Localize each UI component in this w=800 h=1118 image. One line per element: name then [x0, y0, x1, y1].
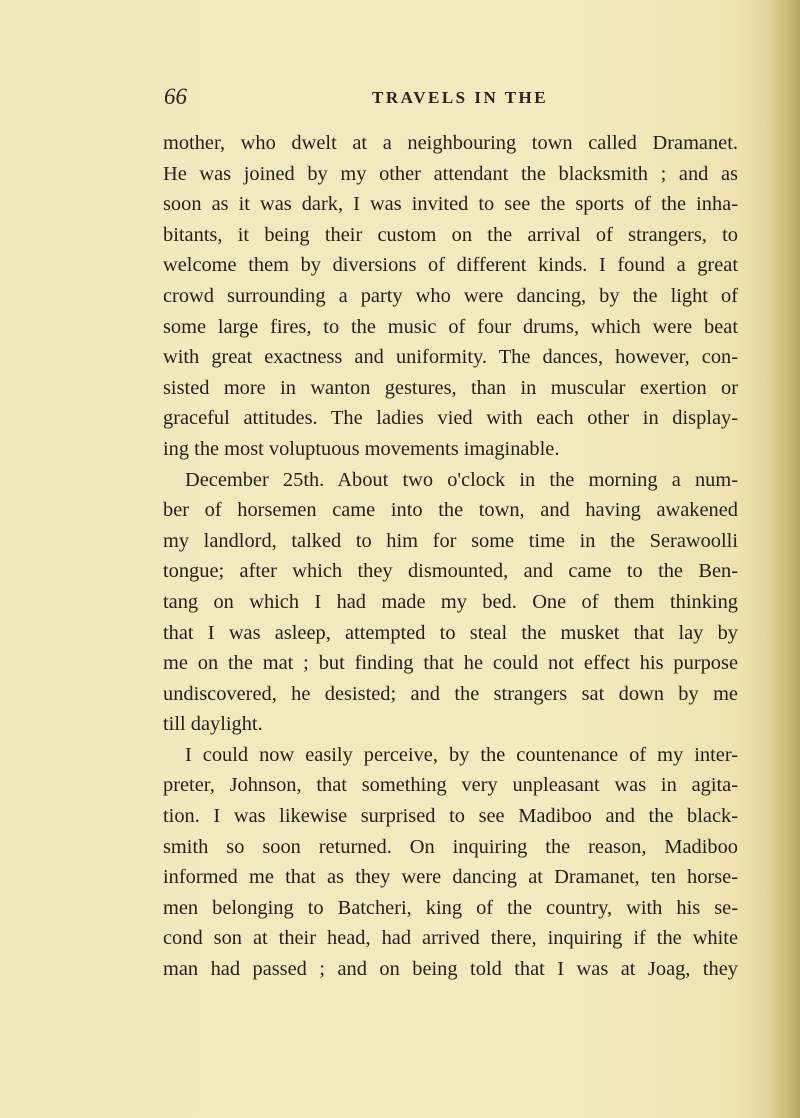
- text-line: December 25th. About two o'clock in the morning a num-: [185, 468, 738, 491]
- page-edge-shadow: [766, 0, 800, 1118]
- page-header: [160, 84, 760, 114]
- text-line: preter, Johnson, that something very unpleasant was in agita-: [163, 774, 738, 797]
- text-line: with great exactness and uniformity. The dances, however, con-: [163, 346, 738, 369]
- page-number: 66: [164, 84, 187, 109]
- text-line: smith so soon returned. On inquiring the reason, Madiboo: [163, 835, 738, 858]
- text-line: sisted more in wanton gestures, than in muscular exertion or: [163, 376, 738, 399]
- text-line: man had passed ; and on being told that I was at Joag, they: [163, 958, 738, 981]
- text-line: men belonging to Batcheri, king of the country, with his se-: [163, 896, 738, 919]
- text-line: undiscovered, he desisted; and the strangers sat down by me: [163, 682, 738, 705]
- text-line: informed me that as they were dancing at Dramanet, ten horse-: [163, 866, 738, 889]
- text-line: till daylight.: [163, 713, 263, 736]
- text-line: my landlord, talked to him for some time in the Serawoolli: [163, 529, 738, 552]
- running-head: TRAVELS IN THE: [372, 88, 549, 107]
- text-line: ber of horsemen came into the town, and having awakened: [163, 499, 738, 522]
- text-line: mother, who dwelt at a neighbouring town called Dramanet.: [163, 132, 738, 154]
- text-line: me on the mat ; but finding that he could not effect his purpose: [163, 652, 738, 675]
- text-line: some large fires, to the music of four drums, which were beat: [163, 315, 738, 338]
- text-line: tion. I was likewise surprised to see Madiboo and the black-: [163, 805, 738, 828]
- text-line: ing the most voluptuous movements imaginable.: [163, 437, 560, 460]
- text-line: that I was asleep, attempted to steal the musket that lay by: [163, 621, 738, 644]
- text-line: I could now easily perceive, by the countenance of my inter-: [185, 743, 738, 766]
- text-line: cond son at their head, had arrived there, inquiring if the white: [163, 927, 738, 950]
- body-text: [163, 128, 738, 985]
- text-line: tongue; after which they dismounted, and came to the Ben-: [163, 560, 738, 583]
- text-line: soon as it was dark, I was invited to see the sports of the inha-: [163, 193, 738, 216]
- text-line: graceful attitudes. The ladies vied with each other in display-: [163, 407, 738, 430]
- text-line: crowd surrounding a party who were dancing, by the light of: [163, 284, 738, 307]
- text-line: tang on which I had made my bed. One of them thinking: [163, 590, 738, 613]
- text-line: bitants, it being their custom on the arrival of strangers, to: [163, 223, 738, 246]
- text-line: welcome them by diversions of different kinds. I found a great: [163, 254, 738, 277]
- text-line: He was joined by my other attendant the blacksmith ; and as: [163, 162, 738, 185]
